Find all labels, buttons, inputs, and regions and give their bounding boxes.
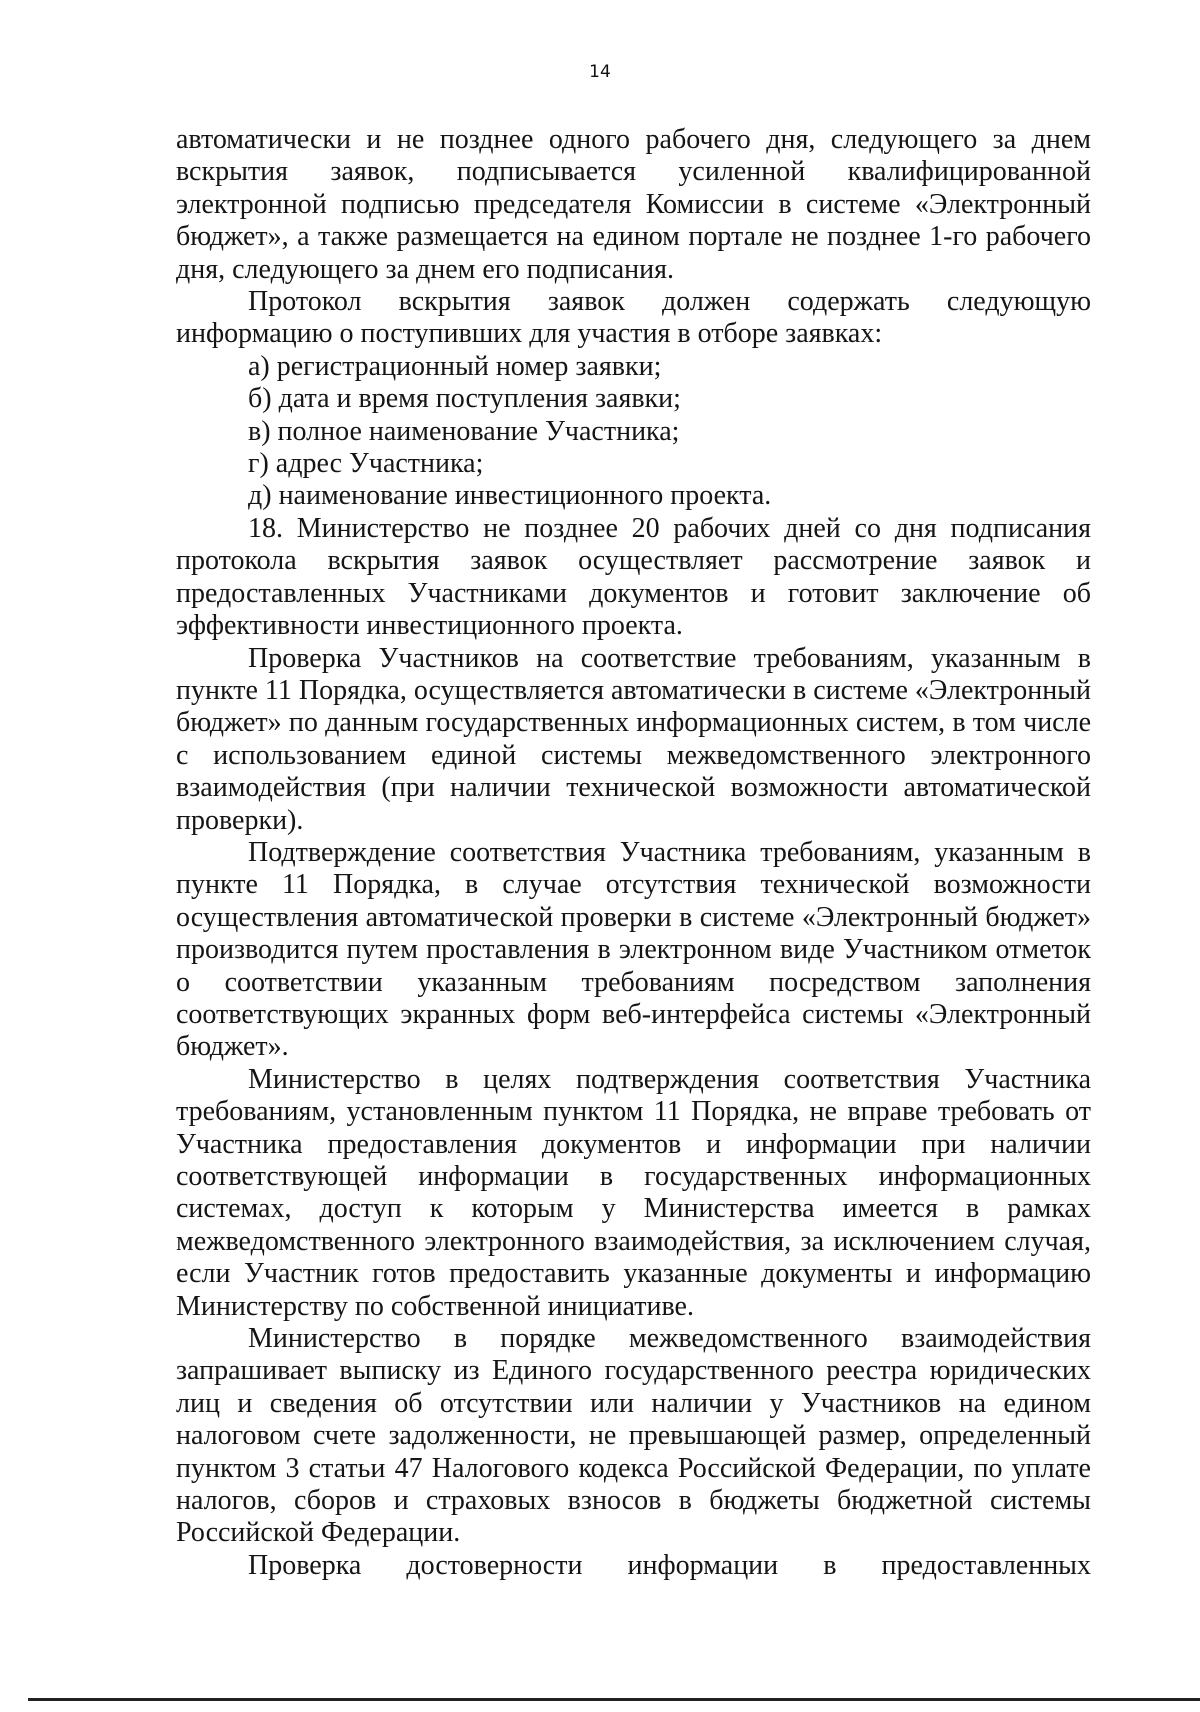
list-item-d: д) наименование инвестиционного проекта. <box>248 480 772 512</box>
paragraph-clause-18: 18. Министерство не позднее 20 рабочих дней со дня подписания протокола вскрытия заявок осуществляет рассмотрение заявок и предоставленных Участниками документов и готовит заключение об эффективности инвестиционного проекта. <box>176 512 1091 642</box>
list-item-b: б) дата и время поступления заявки; <box>248 383 681 415</box>
paragraph-ministry-restriction: Министерство в целях подтверждения соответствия Участника требованиям, установленным пунктом 11 Порядка, не вправе требовать от Участника предоставления документов и информации при наличии соответствующей информации в государственных информационных системах, доступ к которым у Министерства имеется в рамках межведомственного электронного взаимодействия, за исключением случая, если Участник готов предоставить указанные документы и информацию Министерству по собственной инициативе. <box>176 1063 1091 1322</box>
paragraph-protocol-contents: Протокол вскрытия заявок должен содержать следующую информацию о поступивших для участия в отборе заявках: <box>176 286 1091 350</box>
page-number: 14 <box>589 62 611 82</box>
document-body <box>176 124 1091 1582</box>
bottom-edge-line <box>28 1698 1200 1701</box>
list-item-a: а) регистрационный номер заявки; <box>248 350 662 382</box>
list-item-g: г) адрес Участника; <box>248 448 484 480</box>
paragraph-interagency-request: Министерство в порядке межведомственного взаимодействия запрашивает выписку из Единого государственного реестра юридических лиц и сведения об отсутствии или наличии у Участников на едином налоговом счете задолженности, не превышающей размер, определенный пунктом 3 статьи 47 Налогового кодекса Российской Федерации, по уплате налогов, сборов и страховых взносов в бюджеты бюджетной системы Российской Федерации. <box>176 1323 1091 1549</box>
paragraph-confirmation: Подтверждение соответствия Участника требованиям, указанным в пункте 11 Порядка, в случае отсутствия технической возможности осуществления автоматической проверки в системе «Электронный бюджет» производится путем проставления в электронном виде Участником отметок о соответствии указанным требованиям посредством заполнения соответствующих экранных форм веб-интерфейса системы «Электронный бюджет». <box>176 836 1091 1063</box>
list-item-v: в) полное наименование Участника; <box>248 415 680 447</box>
paragraph-verification: Проверка достоверности информации в предоставленных <box>248 1549 1091 1581</box>
paragraph-participant-check: Проверка Участников на соответствие требованиям, указанным в пункте 11 Порядка, осуществляется автоматически в системе «Электронный бюджет» по данным государственных информационных систем, в том числе с использованием единой системы межведомственного электронного взаимодействия (при наличии технической возможности автоматической проверки). <box>176 642 1091 836</box>
paragraph-continuation: автоматически и не позднее одного рабочего дня, следующего за днем вскрытия заявок, подписывается усиленной квалифицированной электронной подписью председателя Комиссии в системе «Электронный бюджет», а также размещается на едином портале не позднее 1-го рабочего дня, следующего за днем его подписания. <box>176 124 1091 285</box>
